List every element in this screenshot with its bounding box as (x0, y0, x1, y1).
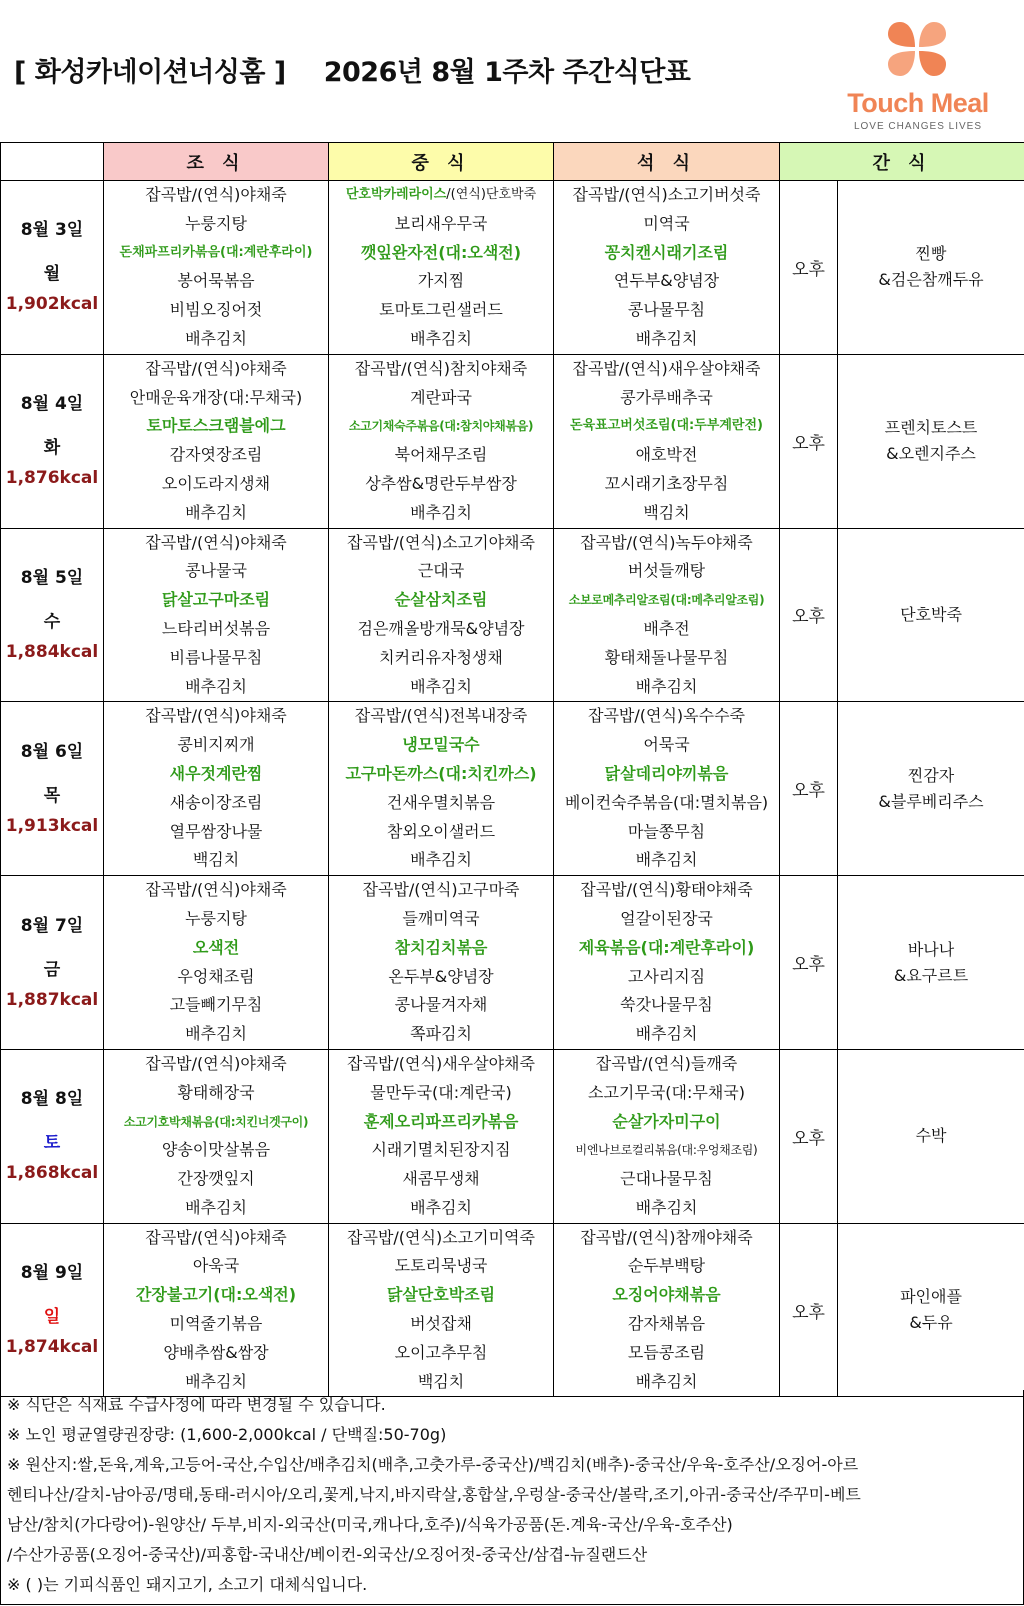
menu-item: 순살삼치조림 (394, 590, 488, 610)
menu-item: 새콤무생채 (402, 1169, 480, 1189)
menu-item: 보리새우무국 (394, 213, 488, 233)
snack-item: &블루베리주스 (878, 791, 984, 811)
menu-item: 잡곡밥/(연식)소고기야채죽 (347, 532, 535, 552)
menu-item: 연두부&양념장 (613, 271, 720, 291)
weekly-menu-table (0, 142, 1024, 1397)
menu-item: 잡곡밥/(연식)야채죽 (145, 706, 287, 726)
menu-item: 배추전 (643, 618, 690, 638)
menu-item: 잡곡밥/(연식)전복내장죽 (354, 706, 528, 726)
menu-item: 어묵국 (643, 735, 690, 755)
menu-item: 닭살단호박조림 (386, 1285, 496, 1305)
menu-item: 배추김치 (185, 1371, 247, 1391)
menu-item: 백김치 (417, 1371, 465, 1391)
menu-item: 잡곡밥/(연식)새우살야채죽 (572, 358, 761, 378)
column-header-breakfast: 조 식 (104, 143, 329, 181)
snack-time: 오후 (780, 528, 838, 702)
lunch-cell (329, 1223, 554, 1397)
menu-item: 시래기멸치된장지짐 (371, 1140, 511, 1160)
menu-item: 감자엿장조림 (169, 445, 263, 465)
day-kcal: 1,913kcal (5, 815, 99, 836)
menu-item: 잡곡밥/(연식)들깨죽 (595, 1053, 738, 1073)
menu-item: 마늘쫑무침 (627, 821, 706, 841)
dinner-cell (554, 354, 780, 528)
logo-brand: Touch Meal (847, 88, 989, 118)
menu-item: 새우젓계란찜 (169, 763, 263, 783)
breakfast-cell (104, 1223, 329, 1397)
day-kcal: 1,868kcal (5, 1163, 99, 1184)
menu-item: 배추김치 (185, 1197, 247, 1217)
breakfast-cell (104, 181, 329, 355)
day-cell (1, 876, 104, 1050)
menu-item: 콩나물겨자채 (394, 995, 488, 1015)
snack-item: &오렌지주스 (886, 444, 976, 464)
menu-item: 배추김치 (635, 328, 698, 348)
menu-item: 배추김치 (410, 850, 472, 870)
note-line: ※ 노인 평균열량권장량: (1,600-2,000kcal / 단백질:50-70g) (7, 1425, 447, 1444)
menu-item: 배추김치 (635, 676, 698, 696)
menu-item: 백김치 (643, 502, 690, 522)
menu-item: 감자채볶음 (627, 1314, 706, 1334)
menu-item: 모듬콩조림 (627, 1342, 706, 1362)
menu-item: 누룽지탕 (185, 908, 247, 928)
breakfast-cell (104, 702, 329, 876)
snack-item: 수박 (915, 1126, 947, 1146)
note-line: ※ 식단은 식재료 수급사정에 따라 변경될 수 있습니다. (7, 1395, 386, 1414)
menu-item: 배추김치 (185, 502, 247, 522)
menu-item (329, 181, 553, 210)
day-of-week: 금 (43, 959, 61, 980)
menu-item: 콩비지찌개 (177, 735, 255, 755)
menu-item: 닭살고구마조림 (161, 590, 271, 610)
menu-item: 토마토스크램블에그 (146, 416, 286, 436)
dinner-cell (554, 181, 780, 355)
day-kcal: 1,876kcal (5, 468, 99, 489)
menu-item: 돈육표고버섯조림(대:두부계란전) (570, 418, 763, 434)
menu-item: 배추김치 (185, 676, 247, 696)
menu-item: 황태채돌나물무침 (604, 647, 729, 667)
day-cell (1, 702, 104, 876)
menu-item: 잡곡밥/(연식)참치야채죽 (354, 358, 528, 378)
menu-item: 백김치 (192, 850, 240, 870)
menu-item: 콩나물무침 (627, 300, 706, 320)
snack-item: 프렌치토스트 (884, 418, 978, 438)
menu-item: 배추김치 (410, 676, 472, 696)
menu-item: 애호박전 (635, 445, 698, 465)
menu-item: 잡곡밥/(연식)옥수수죽 (588, 706, 745, 726)
menu-item: 잡곡밥/(연식)야채죽 (145, 1227, 287, 1247)
dinner-cell (554, 528, 780, 702)
header-blank (1, 143, 104, 181)
menu-item: 미역줄기볶음 (169, 1314, 263, 1334)
snack-cell (838, 528, 1024, 702)
day-cell (1, 1223, 104, 1397)
menu-item: 미역국 (643, 213, 690, 233)
menu-item: 소보로메추리알조림(대:메추리알조림) (568, 593, 765, 608)
menu-item-alt: /(연식)단호박죽 (446, 187, 537, 202)
menu-item: 열무쌈장나물 (169, 821, 263, 841)
touch-meal-logo (830, 16, 1006, 134)
breakfast-cell (104, 354, 329, 528)
menu-item: 잡곡밥/(연식)야채죽 (145, 185, 287, 204)
day-of-week: 화 (43, 438, 61, 459)
menu-item: 참외오이샐러드 (386, 821, 496, 841)
menu-item: 아욱국 (192, 1256, 240, 1276)
menu-item: 배추김치 (635, 1024, 698, 1044)
snack-item: 파인애플 (900, 1287, 962, 1307)
day-row (1, 1223, 1024, 1397)
menu-item: 깻잎완자전(대:오색전) (360, 242, 522, 262)
menu-item: 새송이장조림 (169, 792, 263, 812)
day-kcal: 1,887kcal (5, 989, 99, 1010)
snack-time: 오후 (780, 876, 838, 1050)
column-header-lunch: 중 식 (329, 143, 554, 181)
menu-item: 배추김치 (410, 1197, 472, 1217)
day-cell (1, 528, 104, 702)
menu-item: 제육볶음(대:계란후라이) (578, 937, 755, 957)
snack-cell (838, 1223, 1024, 1397)
menu-item: 배추김치 (410, 328, 472, 348)
day-row (1, 181, 1024, 355)
snack-cell (838, 354, 1024, 528)
lunch-cell (329, 1049, 554, 1223)
lunch-cell (329, 528, 554, 702)
menu-item: 소고기호박채볶음(대:치킨너겟구이) (123, 1114, 309, 1129)
menu-item: 배추김치 (185, 328, 247, 348)
facility-name: [ 화성카네이션너싱홈 ] (14, 57, 286, 88)
snack-item: &두유 (909, 1313, 953, 1333)
snack-time: 오후 (780, 1223, 838, 1397)
day-of-week: 월 (43, 264, 61, 285)
menu-item: 고들빼기무침 (169, 995, 263, 1015)
day-date: 8월 9일 (20, 1263, 84, 1284)
logo-tagline: LOVE CHANGES LIVES (853, 121, 983, 132)
menu-item: 가지찜 (417, 271, 465, 291)
column-header-snack: 간 식 (780, 143, 1024, 181)
menu-item: 검은깨올방개묵&양념장 (357, 618, 525, 638)
menu-item: 냉모밀국수 (402, 735, 480, 755)
day-row (1, 876, 1024, 1050)
day-date: 8월 4일 (20, 394, 84, 415)
breakfast-cell (104, 528, 329, 702)
lunch-cell (329, 876, 554, 1050)
menu-item: 잡곡밥/(연식)소고기미역죽 (347, 1227, 535, 1247)
menu-item-main: 단호박카레라이스 (345, 187, 447, 202)
menu-item: 콩나물국 (185, 561, 247, 581)
day-row (1, 1049, 1024, 1223)
menu-item: 순살가자미구이 (612, 1111, 721, 1131)
menu-item: 베이컨숙주볶음(대:멸치볶음) (564, 792, 769, 812)
snack-item: 찐빵 (915, 244, 947, 264)
day-kcal: 1,874kcal (5, 1337, 99, 1358)
menu-item: 간장깻잎지 (177, 1169, 255, 1189)
menu-item: 꽁치캔시래기조림 (604, 242, 729, 262)
snack-cell (838, 1049, 1024, 1223)
snack-time: 오후 (780, 354, 838, 528)
day-row (1, 528, 1024, 702)
note-line: /수산가공품(오징어-중국산)/피홍합-국내산/베이컨-외국산/오징어젓-중국산/삼겹-뉴질랜드산 (7, 1545, 648, 1564)
dinner-cell (554, 876, 780, 1050)
page-header (0, 0, 1024, 142)
menu-item: 온두부&양념장 (388, 966, 494, 986)
snack-cell (838, 876, 1024, 1050)
snack-time: 오후 (780, 181, 838, 355)
lunch-cell (329, 702, 554, 876)
day-date: 8월 8일 (20, 1089, 84, 1110)
menu-item: 소고기채숙주볶음(대:참치야채볶음) (348, 419, 534, 434)
note-line: 남산/참치(가다랑어)-원양산/ 두부,비지-외국산(미국,캐나다,호주)/식육가공품(돈.계육-국산/우육-호주산) (7, 1515, 733, 1534)
menu-item: 근대나물무침 (620, 1169, 713, 1189)
menu-item: 쪽파김치 (410, 1024, 472, 1044)
dinner-cell (554, 702, 780, 876)
breakfast-cell (104, 876, 329, 1050)
menu-item: 계란파국 (410, 387, 472, 407)
menu-item: 잡곡밥/(연식)야채죽 (145, 532, 287, 552)
day-kcal: 1,902kcal (5, 294, 99, 315)
menu-item: 잡곡밥/(연식)참깨야채죽 (580, 1227, 753, 1247)
menu-item: 배추김치 (635, 850, 698, 870)
menu-item: 근대국 (417, 561, 465, 581)
menu-item: 배추김치 (185, 1024, 247, 1044)
menu-item: 잡곡밥/(연식)황태야채죽 (580, 880, 753, 900)
note-line: 헨티나산/갈치-남아공/명태,동태-러시아/오리,꽃게,낙지,바지락살,홍합살,우렁살-중국산/볼락,조기,아귀-중국산/주꾸미-베트 (7, 1485, 861, 1504)
menu-item: 배추김치 (635, 1371, 698, 1391)
menu-item: 비엔나브로컬리볶음(대:우엉채조림) (575, 1143, 758, 1158)
menu-item: 황태해장국 (177, 1082, 255, 1102)
dinner-cell (554, 1049, 780, 1223)
lunch-cell (329, 181, 554, 355)
notes-section (0, 1390, 1024, 1605)
day-of-week: 토 (43, 1133, 61, 1154)
menu-item: 참치김치볶음 (394, 937, 488, 957)
snack-cell (838, 181, 1024, 355)
snack-item: &요구르트 (893, 965, 969, 985)
menu-item: 우엉채조림 (177, 966, 255, 986)
menu-item: 상추쌈&명란두부쌈장 (365, 473, 517, 493)
dinner-cell (554, 1223, 780, 1397)
page-title (14, 50, 690, 89)
menu-item: 오색전 (192, 937, 240, 957)
day-of-week: 수 (43, 611, 61, 632)
day-of-week: 일 (43, 1307, 61, 1328)
menu-item: 비빔오징어젓 (169, 300, 263, 320)
snack-time: 오후 (780, 702, 838, 876)
menu-item: 버섯들깨탕 (627, 561, 706, 581)
column-header-dinner: 석 식 (554, 143, 780, 181)
snack-time: 오후 (780, 1049, 838, 1223)
day-cell (1, 1049, 104, 1223)
menu-item: 배추김치 (410, 502, 472, 522)
menu-title: 2026년 8월 1주차 주간식단표 (323, 57, 691, 88)
menu-item: 잡곡밥/(연식)야채죽 (145, 358, 287, 378)
menu-item: 토마토그린샐러드 (379, 300, 503, 320)
day-kcal: 1,884kcal (5, 641, 99, 662)
day-date: 8월 7일 (20, 915, 84, 936)
menu-item: 고구마돈까스(대:치킨까스) (345, 763, 537, 783)
menu-item: 얼갈이된장국 (620, 908, 713, 928)
menu-item: 느타리버섯볶음 (161, 618, 271, 638)
snack-item: &검은참깨두유 (878, 270, 984, 290)
menu-item: 북어채무조림 (394, 445, 488, 465)
menu-item: 들깨미역국 (402, 908, 480, 928)
menu-item: 건새우멸치볶음 (386, 792, 496, 812)
menu-item: 도토리묵냉국 (394, 1256, 488, 1276)
menu-item: 오이도라지생채 (161, 473, 271, 493)
menu-item: 버섯잡채 (410, 1314, 472, 1334)
menu-item: 물만두국(대:계란국) (370, 1082, 512, 1102)
menu-item: 잡곡밥/(연식)고구마죽 (362, 880, 520, 900)
menu-item: 닭살데리야끼볶음 (604, 763, 729, 783)
menu-item: 잡곡밥/(연식)야채죽 (145, 1053, 287, 1073)
day-cell (1, 354, 104, 528)
menu-item: 양송이맛살볶음 (161, 1140, 271, 1160)
menu-item: 잡곡밥/(연식)야채죽 (145, 880, 287, 900)
note-line: ※ ( )는 기피식품인 돼지고기, 소고기 대체식입니다. (7, 1575, 368, 1594)
snack-cell (838, 702, 1024, 876)
menu-item: 고사리지짐 (627, 966, 706, 986)
snack-item: 바나나 (907, 939, 955, 959)
menu-item: 돈채파프리카볶음(대:계란후라이) (119, 244, 313, 260)
menu-item: 잡곡밥/(연식)소고기버섯죽 (572, 185, 761, 204)
menu-item: 봉어묵볶음 (177, 271, 255, 291)
menu-item: 쑥갓나물무침 (620, 995, 713, 1015)
menu-item: 간장불고기(대:오색전) (135, 1285, 297, 1305)
menu-item: 잡곡밥/(연식)새우살야채죽 (347, 1053, 535, 1073)
day-date: 8월 5일 (20, 567, 84, 588)
menu-item: 소고기무국(대:무채국) (588, 1082, 745, 1102)
breakfast-cell (104, 1049, 329, 1223)
menu-item: 누룽지탕 (185, 213, 247, 233)
menu-item: 오이고추무침 (394, 1342, 488, 1362)
menu-item: 배추김치 (635, 1197, 698, 1217)
day-cell (1, 181, 104, 355)
day-date: 8월 3일 (20, 220, 84, 241)
menu-item: 콩가루배추국 (620, 387, 713, 407)
menu-item: 순두부백탕 (627, 1256, 706, 1276)
menu-item: 비름나물무침 (169, 647, 263, 667)
menu-item: 안매운육개장(대:무채국) (129, 387, 303, 407)
day-date: 8월 6일 (20, 741, 84, 762)
day-row (1, 702, 1024, 876)
note-line: ※ 원산지:쌀,돈육,계육,고등어-국산,수입산/배추김치(배추,고춧가루-중국산)/백김치(배추)-중국산/우육-호주산/오징어-아르 (7, 1455, 859, 1474)
menu-item: 훈제오리파프리카볶음 (363, 1111, 519, 1131)
day-row (1, 354, 1024, 528)
menu-item: 치커리유자청생채 (379, 647, 503, 667)
clover-heart-icon (884, 16, 950, 82)
lunch-cell (329, 354, 554, 528)
menu-item: 잡곡밥/(연식)녹두야채죽 (580, 532, 753, 552)
menu-item: 오징어야채볶음 (612, 1285, 721, 1305)
menu-item: 꼬시래기초장무침 (604, 473, 729, 493)
snack-item: 단호박죽 (900, 604, 962, 624)
menu-item: 양배추쌈&쌈장 (163, 1342, 269, 1362)
snack-item: 찐감자 (907, 765, 955, 785)
day-of-week: 목 (43, 785, 61, 806)
